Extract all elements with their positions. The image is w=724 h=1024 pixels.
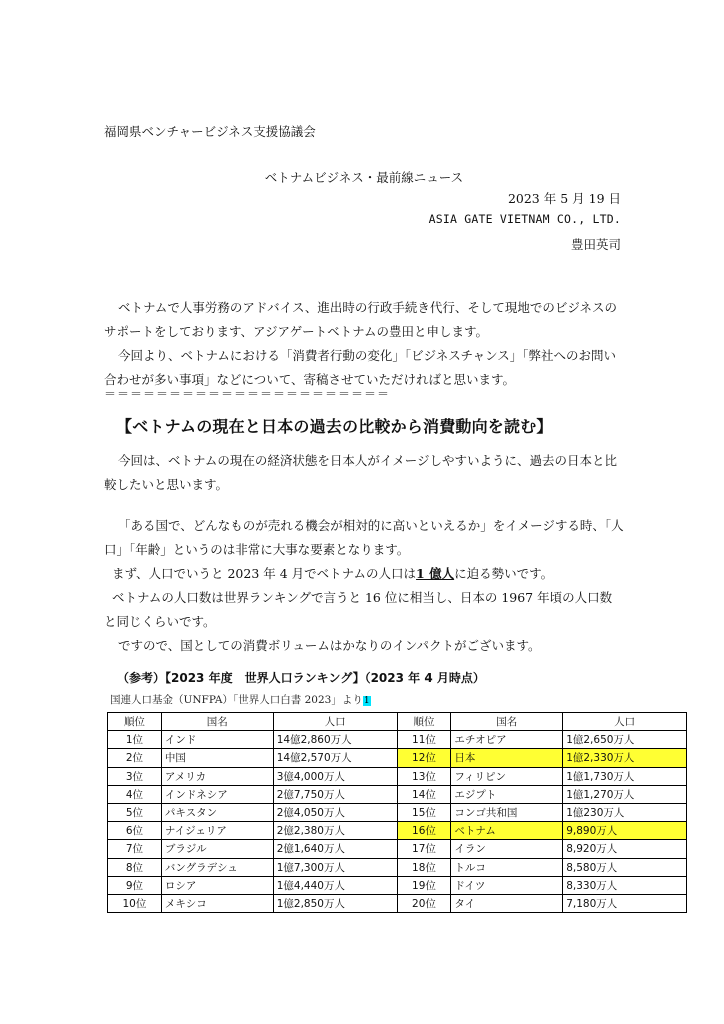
rank-cell: 14位 [397,785,451,803]
para2-line-2 [104,562,624,586]
population-cell: 9,890万人 [563,822,687,840]
newsletter-title-text: ベトナムビジネス・最前線ニュース [264,170,464,185]
population-cell: 7,180万人 [563,894,687,912]
population-cell: 14億2,860万人 [273,731,397,749]
header-population-1: 人口 [273,713,397,731]
country-cell: コンゴ共和国 [451,803,563,821]
rank-cell: 3位 [108,767,162,785]
para2-line-2-a: まず、人口でいうと 2023 年 4 月でベトナムの人口は [112,566,417,581]
header-rank-1: 順位 [108,713,162,731]
table-row [108,803,687,821]
population-cell: 2億4,050万人 [273,803,397,821]
table-row [108,767,687,785]
company-name: ASIA GATE VIETNAM CO., LTD. [428,212,621,226]
rank-cell: 11位 [397,731,451,749]
rank-cell: 15位 [397,803,451,821]
rank-cell: 17位 [397,840,451,858]
country-cell: バングラデシュ [161,858,273,876]
rank-cell: 19位 [397,876,451,894]
country-cell: 日本 [451,749,563,767]
table-body [108,731,687,913]
country-cell: イラン [451,840,563,858]
table-row [108,785,687,803]
population-cell: 1億7,300万人 [273,858,397,876]
reference-title: （参考）【2023 年度 世界人口ランキング】（2023 年 4 月時点） [117,671,485,685]
section-paragraph-1: 今回は、ベトナムの現在の経済状態を日本人がイメージしやすいように、過去の日本と比較したいと思います。 [104,453,618,492]
population-cell: 1億2,330万人 [563,749,687,767]
intro-line-1: ベトナムで人事労務のアドバイス、進出時の行政手続き代行、そして現地でのビジネスのサポートをしております、アジアゲートベトナムの豊田と申します。 [104,300,618,339]
population-cell: 1億4,440万人 [273,876,397,894]
para2-line-4: ですので、国としての消費ボリュームはかなりのインパクトがございます。 [118,638,541,653]
country-cell: インドネシア [161,785,273,803]
footnote-marker: 1 [363,696,370,706]
header-country-1: 国名 [161,713,273,731]
header-rank-2: 順位 [397,713,451,731]
table-row [108,749,687,767]
rank-cell: 6位 [108,822,162,840]
intro-line-2: 今回より、ベトナムにおける「消費者行動の変化」「ビジネスチャンス」「弊社へのお問い合わせが多い事項」などについて、寄稿させていただければと思います。 [104,348,617,387]
newsletter-title [0,168,724,186]
publish-date: 2023 年 5 月 19 日 [507,191,621,206]
section-paragraph-2 [104,514,624,658]
reference-source [110,692,371,707]
organization-name: 福岡県ベンチャービジネス支援協議会 [104,124,316,139]
country-cell: ナイジェリア [161,822,273,840]
para2-line-1: 「ある国で、どんなものが売れる機会が相対的に高いといえるか」をイメージする時、「人口」「年齢」というのは非常に大事な要素となります。 [104,518,624,557]
rank-cell: 2位 [108,749,162,767]
country-cell: 中国 [161,749,273,767]
table-header-row [108,713,687,731]
rank-cell: 7位 [108,840,162,858]
table-row [108,876,687,894]
population-cell: 1億2,650万人 [563,731,687,749]
country-cell: タイ [451,894,563,912]
population-cell: 1億2,850万人 [273,894,397,912]
country-cell: ドイツ [451,876,563,894]
header-country-2: 国名 [451,713,563,731]
country-cell: ロシア [161,876,273,894]
table-row [108,894,687,912]
separator-line: ＝＝＝＝＝＝＝＝＝＝＝＝＝＝＝＝＝＝＝＝＝＝ [104,387,391,401]
rank-cell: 8位 [108,858,162,876]
country-cell: アメリカ [161,767,273,785]
country-cell: ブラジル [161,840,273,858]
country-cell: エチオピア [451,731,563,749]
country-cell: インド [161,731,273,749]
header-population-2: 人口 [563,713,687,731]
para2-line-3: ベトナムの人口数は世界ランキングで言うと 16 位に相当し、日本の 1967 年頃の人口数と同じくらいです。 [104,590,613,629]
rank-cell: 12位 [397,749,451,767]
population-cell: 1億1,270万人 [563,785,687,803]
country-cell: ベトナム [451,822,563,840]
population-cell: 3億4,000万人 [273,767,397,785]
country-cell: メキシコ [161,894,273,912]
country-cell: トルコ [451,858,563,876]
rank-cell: 20位 [397,894,451,912]
rank-cell: 9位 [108,876,162,894]
country-cell: パキスタン [161,803,273,821]
population-cell: 8,920万人 [563,840,687,858]
population-cell: 8,580万人 [563,858,687,876]
rank-cell: 4位 [108,785,162,803]
rank-cell: 13位 [397,767,451,785]
country-cell: フィリピン [451,767,563,785]
population-highlight: 1 億人 [416,566,455,581]
rank-cell: 16位 [397,822,451,840]
table-row [108,822,687,840]
table-row [108,858,687,876]
table-row [108,731,687,749]
population-cell: 2億7,750万人 [273,785,397,803]
rank-cell: 1位 [108,731,162,749]
rank-cell: 10位 [108,894,162,912]
author-name: 豊田英司 [570,237,621,252]
country-cell: エジプト [451,785,563,803]
table-row [108,840,687,858]
population-cell: 14億2,570万人 [273,749,397,767]
para2-line-2-c: に迫る勢いです。 [454,566,554,581]
section-heading: 【ベトナムの現在と日本の過去の比較から消費動向を読む】 [116,417,553,436]
population-cell: 1億230万人 [563,803,687,821]
reference-source-text: 国連人口基金（UNFPA）「世界人口白書 2023」より [110,694,363,706]
population-cell: 1億1,730万人 [563,767,687,785]
population-cell: 2億2,380万人 [273,822,397,840]
rank-cell: 18位 [397,858,451,876]
population-cell: 8,330万人 [563,876,687,894]
intro-paragraph [104,296,624,392]
population-cell: 2億1,640万人 [273,840,397,858]
rank-cell: 5位 [108,803,162,821]
population-ranking-table [107,712,687,913]
